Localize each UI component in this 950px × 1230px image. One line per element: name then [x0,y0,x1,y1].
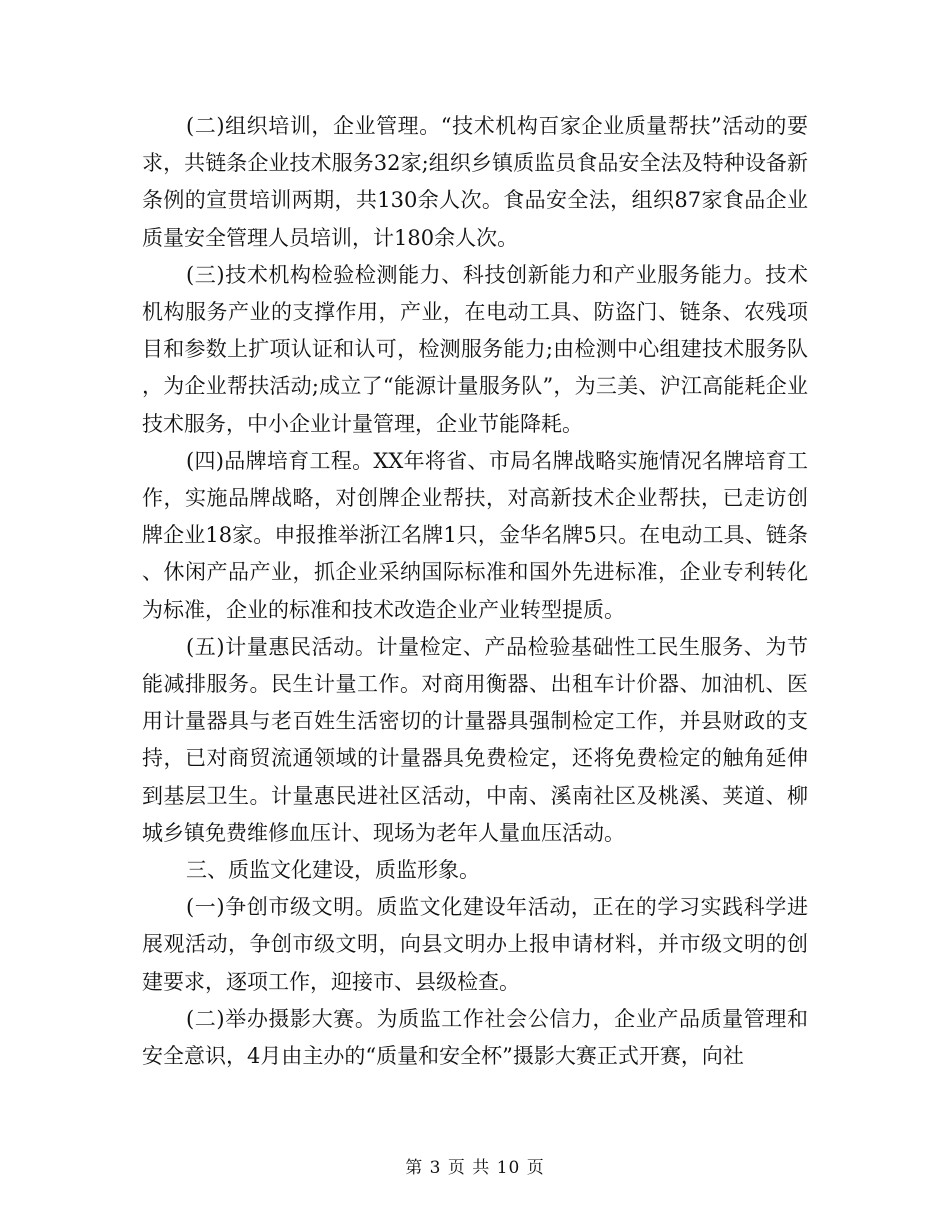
section-heading-culture: 三、质监文化建设，质监形象。 [186,858,480,883]
document-body [142,108,808,1075]
paragraph-brand: (四)品牌培育工程。XX年将省、市局名牌战略实施情况名牌培育工作，实施品牌战略，对创牌企业帮扶，对高新技术企业帮扶，已走访创牌企业18家。申报推举浙江名牌1只，金华名牌5只。在电动工具、链条、休闲产品产业，抓企业采纳国际标准和国外先进标准，企业专利转化为标准，企业的标准和技术改造企业产业转型提质。 [142,448,808,622]
paragraph-metrology: (五)计量惠民活动。计量检定、产品检验基础性工民生服务、为节能减排服务。民生计量工作。对商用衡器、出租车计价器、加油机、医用计量器具与老百姓生活密切的计量器具强制检定工作，并县财政的支持，已对商贸流通领域的计量器具免费检定，还将免费检定的触角延伸到基层卫生。计量惠民进社区活动，中南、溪南社区及桃溪、荚道、柳城乡镇免费维修血压计、现场为老年人量血压活动。 [142,634,808,845]
paragraph-tech-capacity: (三)技术机构检验检测能力、科技创新能力和产业服务能力。技术机构服务产业的支撑作用，产业，在电动工具、防盗门、链条、农残项目和参数上扩项认证和认可，检测服务能力;由检测中心组建技术服务队，为企业帮扶活动;成立了“能源计量服务队”，为三美、沪江高能耗企业技术服务，中小企业计量管理，企业节能降耗。 [142,262,808,436]
paragraph-photo-contest: (二)举办摄影大赛。为质监工作社会公信力，企业产品质量管理和安全意识，4月由主办的“质量和安全杯”摄影大赛正式开赛，向社 [142,1006,808,1069]
page-number-footer: 第 3 页 共 10 页 [405,1158,545,1178]
paragraph-civilization: (一)争创市级文明。质监文化建设年活动，正在的学习实践科学进展观活动，争创市级文明，向县文明办上报申请材料，并市级文明的创建要求，逐项工作，迎接市、县级检查。 [142,895,808,994]
paragraph-training: (二)组织培训，企业管理。“技术机构百家企业质量帮扶”活动的要求，共链条企业技术服务32家;组织乡镇质监员食品安全法及特种设备新条例的宣贯培训两期，共130余人次。食品安全法，组织87家食品企业质量安全管理人员培训，计180余人次。 [142,114,808,250]
